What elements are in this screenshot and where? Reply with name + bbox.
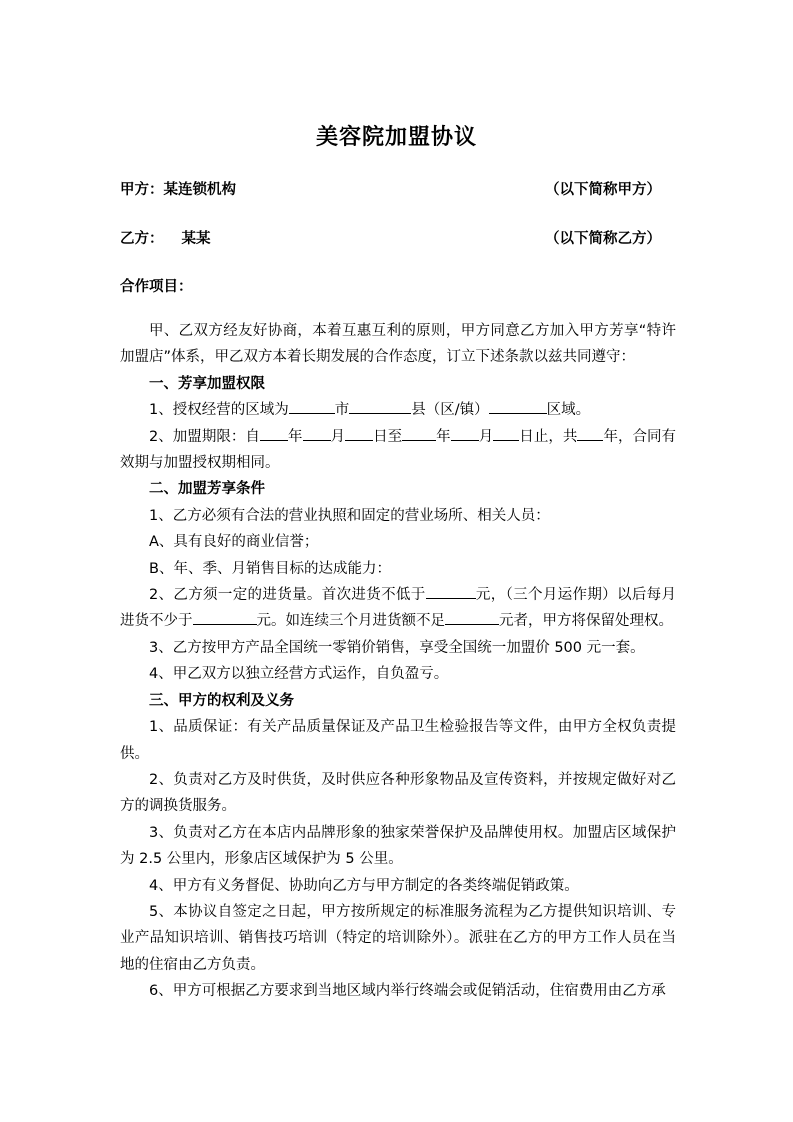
blank-start-month[interactable] (303, 425, 331, 441)
party-b-name: 某某 (181, 231, 211, 247)
section-2-item-3: 3、乙方按甲方产品全国统一零销价销售，享受全国统一加盟价 500 元一套。 (149, 639, 645, 656)
section-3-item-4: 4、甲方有义务督促、协助向乙方与甲方制定的各类终端促销政策。 (149, 877, 579, 894)
section-3-item-5: 5、本协议自签定之日起，甲方按所规定的标准服务流程为乙方提供知识培训、专业产品知识培训、销售技巧培训（特定的培训除外）。派驻在乙方的甲方工作人员在当地的住宿由乙方负责。 (120, 903, 676, 973)
section-2-item-4: 4、甲乙双方以独立经营方式运作，自负盈亏。 (149, 666, 449, 683)
blank-start-day[interactable] (345, 425, 373, 441)
party-a-alias: （以下简称甲方） (545, 182, 661, 198)
party-a-line (120, 178, 680, 199)
blank-end-month[interactable] (451, 425, 479, 441)
section-3-item-3: 3、负责对乙方在本店内品牌形象的独家荣誉保护及品牌使用权。加盟店区域保护为 2.5 公里内，形象店区域保护为 5 公里。 (120, 824, 676, 868)
document-title: 美容院加盟协议 (315, 125, 477, 150)
project-label: 合作项目： (120, 279, 193, 295)
section-3-item-2: 2、负责对乙方及时供货，及时供应各种形象物品及宣传资料，并按规定做好对乙方的调换货服务。 (120, 771, 676, 815)
party-a-label: 甲方： (120, 182, 164, 198)
section-3-item-1: 1、品质保证：有关产品质量保证及产品卫生检验报告等文件，由甲方全权负责提供。 (120, 719, 676, 762)
blank-city[interactable] (289, 398, 335, 414)
section-1-item-2: 2、加盟期限：自 年 月 日至 年 月 日止，共 年，合同有效期与加盟授权期相同。 (120, 424, 676, 477)
party-a-name: 某连锁机构 (163, 182, 236, 198)
section-1-heading: 一、芳享加盟权限 (149, 375, 265, 392)
section-2-item-2: 2、乙方须一定的进货量。首次进货不低于 元，（三个月运作期）以后每月进货不少于 元。如连续三个月进货额不足 元者，甲方将保留处理权。 (120, 582, 676, 635)
blank-end-year[interactable] (402, 425, 436, 441)
blank-end-day[interactable] (493, 425, 519, 441)
section-2-item-1: 1、乙方必须有合法的营业执照和固定的营业场所、相关人员： (149, 507, 550, 524)
blank-shortfall[interactable] (445, 609, 499, 625)
blank-monthly-order[interactable] (193, 609, 257, 625)
section-3-heading: 三、甲方的权利及义务 (149, 692, 294, 709)
section-2-item-a: A、具有良好的商业信誉； (149, 534, 319, 551)
party-b-label: 乙方： (120, 231, 164, 247)
agreement-body (120, 318, 676, 1005)
section-2-heading: 二、加盟芳享条件 (149, 481, 265, 498)
blank-county[interactable] (349, 398, 411, 414)
intro-paragraph: 甲、乙双方经友好协商，本着互惠互利的原则，甲方同意乙方加入甲方芳享“特许加盟店”体系，甲乙双方本着长期发展的合作态度，订立下述条款以兹共同遵守： (120, 323, 676, 366)
section-1-item-1: 1、授权经营的区域为 市 县（区/镇） 区域。 (120, 397, 676, 423)
party-b-line (120, 227, 680, 248)
blank-area[interactable] (489, 398, 547, 414)
section-3-item-6: 6、甲方可根据乙方要求到当地区域内举行终端会或促销活动，住宿费用由乙方承 (149, 983, 666, 1000)
blank-start-year[interactable] (260, 425, 288, 441)
blank-term-years[interactable] (577, 425, 603, 441)
blank-first-order[interactable] (426, 583, 476, 599)
section-2-item-b: B、年、季、月销售目标的达成能力： (149, 560, 391, 577)
party-b-alias: （以下简称乙方） (545, 231, 661, 247)
